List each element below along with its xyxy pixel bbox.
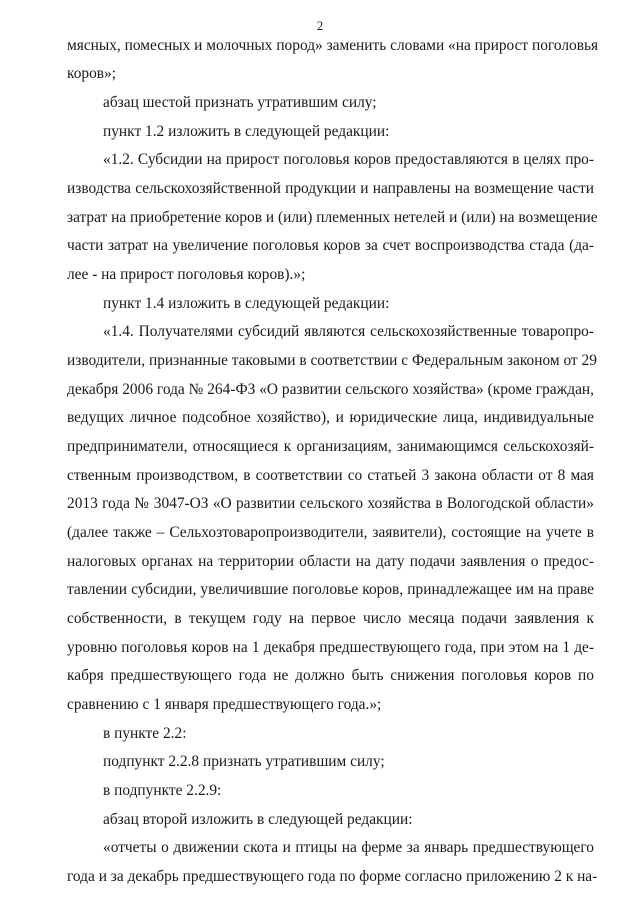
text-line: затрат на приобретение коров и (или) племенных нетелей и (или) на возмещение (67, 209, 598, 226)
text-line: ственным производством, в соответствии со статьей 3 закона области от 8 мая (67, 467, 594, 484)
text-line: года и за декабрь предшествующего года по форме согласно приложению 2 к на- (67, 868, 598, 885)
text-line: пункт 1.4 изложить в следующей редакции: (103, 295, 390, 312)
text-line: изводители, признанные таковыми в соответствии с Федеральным законом от 29 (67, 352, 597, 369)
text-line: предприниматели, относящиеся к организациям, занимающимся сельскохозяй- (67, 438, 594, 455)
text-line: лее - на прирост поголовья коров).»; (67, 266, 306, 283)
text-line: части затрат на увеличение поголовья коров за счет воспроизводства стада (да- (67, 237, 594, 254)
text-line: пункт 1.2 изложить в следующей редакции: (103, 123, 390, 140)
text-line: «1.2. Субсидии на прирост поголовья коров предоставляются в целях про- (103, 151, 594, 168)
text-line: декабря 2006 года № 264-ФЗ «О развитии сельского хозяйства» (кроме граждан, (67, 381, 594, 398)
text-line: тавлении субсидии, увеличившие поголовье коров, принадлежащее им на праве (67, 581, 594, 598)
text-line: изводства сельскохозяйственной продукции и направлены на возмещение части (67, 180, 594, 197)
text-line: в пункте 2.2: (103, 725, 187, 742)
text-line: абзац шестой признать утратившим силу; (103, 94, 377, 111)
text-line: мясных, помесных и молочных пород» заменить словами «на прирост поголовья (67, 37, 599, 54)
text-line: сравнению с 1 января предшествующего года.»; (67, 696, 382, 713)
text-line: «отчеты о движении скота и птицы на ферме за январь предшествующего (103, 839, 594, 856)
text-line: ведущих личное подсобное хозяйство), и юридические лица, индивидуальные (67, 409, 594, 426)
text-line: налоговых органах на территории области на дату подачи заявления о предос- (67, 553, 594, 570)
text-line: собственности, в текущем году на первое число месяца подачи заявления к (67, 610, 594, 627)
text-line: «1.4. Получателями субсидий являются сельскохозяйственные товаропро- (103, 323, 594, 340)
text-line: абзац второй изложить в следующей редакции: (103, 811, 413, 828)
text-line: уровню поголовья коров на 1 декабря предшествующего года, при этом на 1 де- (67, 639, 594, 656)
text-line: подпункт 2.2.8 признать утратившим силу; (103, 753, 385, 770)
text-line: в подпункте 2.2.9: (103, 782, 222, 799)
page-number: 2 (316, 18, 324, 33)
text-line: кабря предшествующего года не должно быть снижения поголовья коров по (67, 667, 594, 684)
text-line: (далее также – Сельхозтоваропроизводители, заявители), состоящие на учете в (67, 524, 594, 541)
text-line: коров»; (67, 65, 117, 82)
text-line: 2013 года № 3047-ОЗ «О развитии сельского хозяйства в Вологодской области» (67, 495, 594, 512)
